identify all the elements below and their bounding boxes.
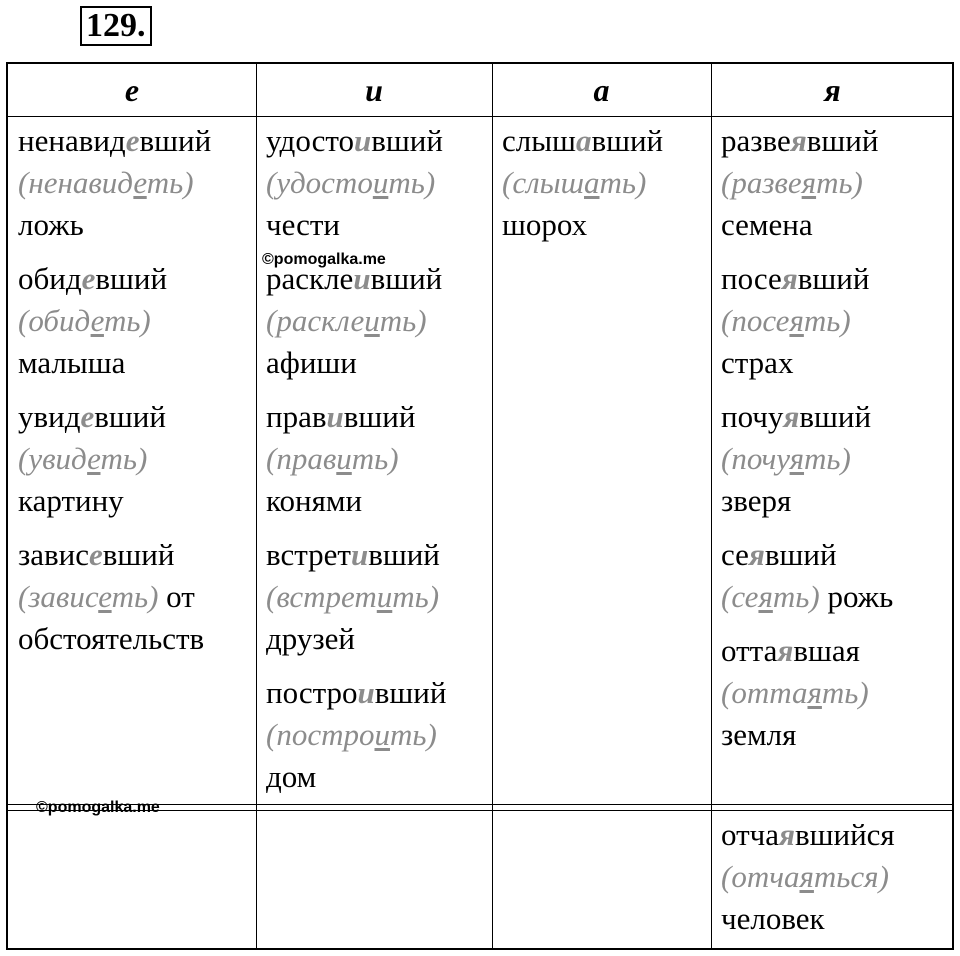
suffix-vowel: и	[353, 261, 371, 296]
suffix-vowel: я	[777, 633, 794, 668]
column-header-e: е	[124, 71, 140, 108]
participle-ending: вший	[371, 123, 443, 158]
participle	[266, 396, 446, 438]
infinitive-ending: ть)	[392, 579, 440, 614]
word-entry	[266, 258, 446, 384]
watermark: ©pomogalka.me	[36, 799, 160, 816]
infinitive-line	[18, 300, 211, 342]
infinitive-line	[18, 576, 211, 618]
participle	[721, 396, 893, 438]
participle-ending: вший	[95, 261, 168, 296]
column-divider	[711, 64, 712, 950]
suffix-vowel: е	[89, 537, 103, 572]
underlined-vowel: и	[376, 579, 393, 614]
suffix-vowel: е	[81, 261, 96, 296]
infinitive-ending: ть)	[772, 579, 820, 614]
dependent-word: от	[158, 579, 195, 614]
word-entry	[18, 258, 211, 384]
column-header-i: и	[365, 71, 383, 108]
word-entry	[502, 120, 663, 246]
infinitive-line	[721, 672, 893, 714]
infinitive-line	[266, 162, 446, 204]
watermark: ©pomogalka.me	[262, 251, 386, 268]
infinitive-ending: ть)	[803, 303, 851, 338]
infinitive-ending: ть)	[388, 165, 436, 200]
infinitive	[18, 579, 158, 614]
infinitive	[18, 303, 151, 338]
dependent-word: семена	[721, 207, 813, 242]
infinitive-stem: (почу	[721, 441, 790, 476]
infinitive-ending: ть)	[389, 717, 437, 752]
word-entry	[266, 672, 446, 798]
underlined-vowel: е	[87, 441, 101, 476]
participle-stem: удосто	[266, 123, 354, 158]
infinitive-line	[18, 162, 211, 204]
participle-stem: се	[721, 537, 749, 572]
column-ya-continued-words	[721, 814, 895, 952]
suffix-vowel: а	[575, 123, 592, 158]
column-header-a: а	[593, 71, 610, 108]
infinitive-ending: ть)	[379, 303, 427, 338]
participle	[18, 258, 211, 300]
participle-stem: прав	[266, 399, 327, 434]
infinitive-stem: (удосто	[266, 165, 373, 200]
participle-stem: завис	[18, 537, 89, 572]
suffix-vowel: е	[80, 399, 95, 434]
column-a-words	[502, 120, 663, 258]
dependent-word: конями	[266, 483, 363, 518]
infinitive-line	[266, 300, 446, 342]
infinitive	[721, 579, 820, 614]
infinitive	[721, 303, 851, 338]
participle-ending: вший	[591, 123, 664, 158]
infinitive-stem: (ненавид	[18, 165, 134, 200]
infinitive-ending: ть)	[816, 165, 863, 200]
infinitive-stem: (се	[721, 579, 759, 614]
column-i-words	[266, 120, 446, 810]
participle	[18, 534, 211, 576]
dependent-word: человек	[721, 901, 825, 936]
word-entry	[266, 534, 446, 660]
suffix-vowel: я	[781, 261, 798, 296]
infinitive-ending: ть)	[351, 441, 399, 476]
suffix-vowel: я	[790, 123, 807, 158]
underlined-vowel: я	[807, 675, 822, 710]
word-entry	[721, 120, 893, 246]
underlined-vowel: и	[336, 441, 352, 476]
suffix-vowel: я	[779, 817, 795, 852]
infinitive-stem: (отта	[721, 675, 808, 710]
underlined-vowel: а	[584, 165, 600, 200]
infinitive-stem: (разве	[721, 165, 802, 200]
participle-stem: постро	[266, 675, 358, 710]
dependent-word: малыша	[18, 345, 126, 380]
participle-stem: разве	[721, 123, 791, 158]
infinitive-line	[266, 438, 446, 480]
participle-stem: отча	[721, 817, 779, 852]
infinitive-line	[721, 162, 893, 204]
participle	[721, 534, 893, 576]
suffix-vowel: и	[354, 123, 372, 158]
infinitive-ending: ть)	[103, 303, 151, 338]
participle-ending: вший	[806, 123, 879, 158]
infinitive-stem: (отча	[721, 859, 800, 894]
dependent-word: рожь	[819, 579, 894, 614]
infinitive	[266, 165, 435, 200]
column-divider	[492, 64, 493, 950]
dependent-word: страх	[721, 345, 794, 380]
infinitive-ending: ть)	[111, 579, 159, 614]
dependent-word: картину	[18, 483, 124, 518]
underlined-vowel: и	[372, 165, 389, 200]
infinitive-stem: (обид	[18, 303, 91, 338]
infinitive	[721, 675, 869, 710]
dependent-word: шорох	[502, 207, 588, 242]
infinitive-line	[721, 438, 893, 480]
infinitive	[721, 441, 851, 476]
word-entry	[266, 120, 446, 246]
underlined-vowel: я	[758, 579, 773, 614]
participle-stem: раскле	[266, 261, 354, 296]
participle-stem: увид	[18, 399, 81, 434]
dependent-word: афиши	[266, 345, 357, 380]
suffix-vowel: я	[748, 537, 765, 572]
underlined-vowel: я	[789, 441, 805, 476]
infinitive-stem: (увид	[18, 441, 88, 476]
word-entry	[721, 534, 893, 618]
infinitive-ending: ться)	[813, 859, 889, 894]
infinitive-ending: ть)	[804, 441, 851, 476]
underlined-vowel: я	[789, 303, 804, 338]
participle-ending: вший	[799, 399, 872, 434]
infinitive-stem: (постро	[266, 717, 375, 752]
participle-stem: слыш	[502, 123, 576, 158]
participle-ending: вший	[764, 537, 837, 572]
participle-ending: вший	[343, 399, 416, 434]
suffix-vowel: я	[783, 399, 800, 434]
participle-ending: вшая	[793, 633, 860, 668]
header-divider	[8, 116, 952, 117]
column-header-ya: я	[824, 71, 841, 108]
column-divider	[256, 64, 257, 950]
participle	[721, 258, 893, 300]
participle-ending: вший	[102, 537, 175, 572]
participle	[721, 120, 893, 162]
infinitive-line	[18, 438, 211, 480]
participle	[502, 120, 663, 162]
word-entry	[266, 396, 446, 522]
infinitive-ending: ть)	[146, 165, 194, 200]
infinitive-line	[721, 576, 893, 618]
dependent-word: чести	[266, 207, 341, 242]
suffix-vowel: и	[350, 537, 369, 572]
infinitive	[266, 303, 427, 338]
infinitive-line	[502, 162, 663, 204]
participle	[18, 396, 211, 438]
word-entry	[721, 258, 893, 384]
infinitive	[18, 165, 194, 200]
participle-stem: обид	[18, 261, 82, 296]
word-entry	[721, 814, 895, 940]
infinitive	[266, 579, 439, 614]
participle-stem: почу	[721, 399, 784, 434]
participle-ending: вший	[139, 123, 212, 158]
participle-ending: вший	[94, 399, 166, 434]
infinitive-ending: ть)	[599, 165, 647, 200]
participle	[266, 672, 446, 714]
infinitive-line	[266, 576, 446, 618]
suffix-vowel: и	[357, 675, 375, 710]
infinitive	[721, 165, 863, 200]
infinitive-line	[721, 300, 893, 342]
word-entry	[721, 396, 893, 522]
infinitive-ending: ть)	[821, 675, 869, 710]
word-entry	[18, 396, 211, 522]
dependent-word: земля	[721, 717, 797, 752]
participle-ending: вший	[368, 537, 440, 572]
underlined-vowel: и	[374, 717, 390, 752]
participle	[721, 630, 893, 672]
participle	[266, 120, 446, 162]
underlined-vowel: е	[133, 165, 147, 200]
suffix-vowel: и	[326, 399, 344, 434]
infinitive-line	[721, 856, 895, 898]
infinitive	[721, 859, 889, 894]
infinitive-stem: (слыш	[502, 165, 584, 200]
exercise-number: 129.	[80, 6, 152, 46]
participle	[266, 534, 446, 576]
participle-stem: посе	[721, 261, 782, 296]
dependent-word: дом	[266, 759, 317, 794]
infinitive-stem: (посе	[721, 303, 790, 338]
underlined-vowel: я	[801, 165, 817, 200]
participle	[18, 120, 211, 162]
suffix-vowel: е	[125, 123, 140, 158]
infinitive	[502, 165, 646, 200]
column-ya-words	[721, 120, 893, 768]
participle-stem: ненавид	[18, 123, 126, 158]
underlined-vowel: я	[799, 859, 814, 894]
dependent-word: друзей	[266, 621, 355, 656]
infinitive	[266, 717, 437, 752]
dependent-word: ложь	[18, 207, 84, 242]
participle-ending: вший	[797, 261, 870, 296]
infinitive-stem: (встрет	[266, 579, 377, 614]
word-entry	[18, 120, 211, 246]
underlined-vowel: е	[98, 579, 112, 614]
dependent-word: зверя	[721, 483, 792, 518]
participle-ending: вший	[370, 261, 443, 296]
infinitive-stem: (прав	[266, 441, 337, 476]
infinitive-line	[266, 714, 446, 756]
underlined-vowel: и	[364, 303, 380, 338]
underlined-vowel: е	[90, 303, 104, 338]
participle-stem: отта	[721, 633, 778, 668]
answer-table	[6, 62, 954, 950]
infinitive	[18, 441, 147, 476]
participle-ending: вший	[374, 675, 447, 710]
infinitive	[266, 441, 399, 476]
participle-ending: вшийся	[794, 817, 895, 852]
participle-stem: встрет	[266, 537, 351, 572]
participle	[721, 814, 895, 856]
infinitive-stem: (раскле	[266, 303, 365, 338]
infinitive-ending: ть)	[100, 441, 148, 476]
infinitive-stem: (завис	[18, 579, 99, 614]
word-entry	[18, 534, 211, 660]
dependent-word: обстоятельств	[18, 621, 205, 656]
column-e-words	[18, 120, 211, 672]
word-entry	[721, 630, 893, 756]
